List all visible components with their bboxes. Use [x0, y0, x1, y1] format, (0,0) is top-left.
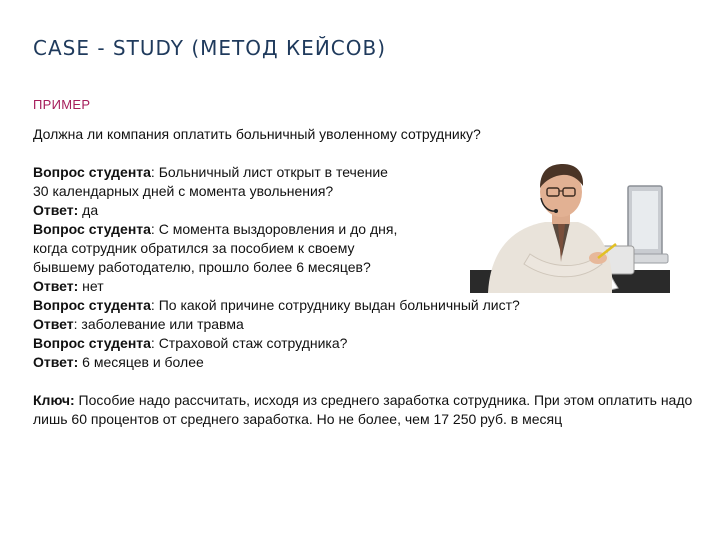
- answer-3: [33, 315, 693, 334]
- slide-title: CASE - STUDY (МЕТОД КЕЙСОВ): [33, 36, 387, 60]
- student-question-3: [33, 296, 693, 315]
- key-paragraph: [33, 391, 693, 429]
- section-label: ПРИМЕР: [33, 97, 91, 112]
- answer-4: [33, 353, 693, 372]
- answer-text: : заболевание или травма: [73, 316, 244, 332]
- accountant-photo: [470, 158, 670, 293]
- question-text: : По какой причине сотруднику выдан больничный лист?: [150, 297, 520, 313]
- question-text: : С момента выздоровления и до дня,: [150, 221, 398, 237]
- question-label: Вопрос студента: [33, 164, 151, 180]
- answer-label: Ответ:: [33, 278, 79, 294]
- spacer: [33, 372, 693, 391]
- question-text: : Больничный лист открыт в течение: [150, 164, 388, 180]
- key-text: Пособие надо рассчитать, исходя из среднего заработка сотрудника. При этом оплатить надо лишь 60 процентов от среднего заработка. Но не более, чем 17 250 руб. в месяц: [33, 392, 693, 427]
- answer-label: Ответ:: [33, 202, 79, 218]
- student-question-2-cont: когда сотрудник обратился за пособием к своему: [33, 240, 355, 256]
- answer-text: нет: [78, 278, 104, 294]
- student-question-1-cont: 30 календарных дней с момента увольнения?: [33, 183, 334, 199]
- student-question-4: [33, 334, 693, 353]
- question-label: Вопрос студента: [33, 297, 151, 313]
- main-question: Должна ли компания оплатить больничный уволенному сотруднику?: [33, 126, 481, 142]
- answer-text: да: [78, 202, 99, 218]
- answer-label: Ответ: [33, 316, 74, 332]
- question-label: Вопрос студента: [33, 221, 151, 237]
- student-question-2-cont: бывшему работодателю, прошло более 6 месяцев?: [33, 259, 371, 275]
- question-label: Вопрос студента: [33, 335, 151, 351]
- question-text: : Страховой стаж сотрудника?: [150, 335, 348, 351]
- key-label: Ключ:: [33, 392, 75, 408]
- answer-label: Ответ:: [33, 354, 79, 370]
- answer-text: 6 месяцев и более: [78, 354, 204, 370]
